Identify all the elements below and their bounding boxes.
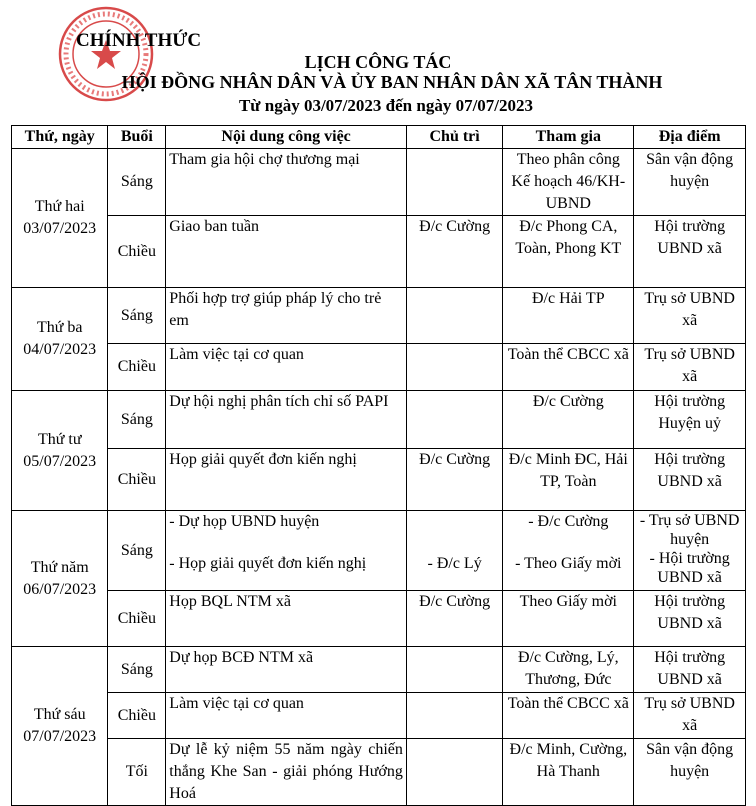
location-cell: Hội trường UBND xã <box>634 449 746 511</box>
day-cell <box>12 149 108 288</box>
session-cell: Sáng <box>108 288 166 344</box>
session-cell: Chiều <box>108 591 166 647</box>
chair-cell: Đ/c Cường <box>406 591 502 647</box>
table-row <box>12 591 746 647</box>
participants-cell: Đ/c Cường <box>503 391 634 449</box>
task-cell <box>166 511 407 591</box>
chair-cell <box>406 511 502 591</box>
participants-cell: Đ/c Hải TP <box>503 288 634 344</box>
task-cell: Dự lễ kỷ niệm 55 năm ngày chiến thắng Khe San - giải phóng Hướng Hoá <box>166 739 407 806</box>
day-cell <box>12 647 108 806</box>
weekday: Thứ hai <box>34 198 85 215</box>
chair-cell <box>406 344 502 391</box>
table-row <box>12 647 746 693</box>
chair-cell <box>406 739 502 806</box>
weekday: Thứ tư <box>37 430 82 448</box>
task-cell: Làm việc tại cơ quan <box>166 344 407 391</box>
task-cell: Làm việc tại cơ quan <box>166 693 407 739</box>
chair-cell <box>406 391 502 449</box>
session-cell: Sáng <box>108 647 166 693</box>
chair-item: - Đ/c Lý <box>427 555 482 572</box>
col-chair: Chủ trì <box>406 126 502 149</box>
col-day: Thứ, ngày <box>12 126 108 149</box>
task-cell: Phối hợp trợ giúp pháp lý cho trẻ em <box>166 288 407 344</box>
location-item: - Trụ sở UBND huyện <box>639 512 740 548</box>
task-cell: Tham gia hội chợ thương mại <box>166 149 407 216</box>
session-cell: Chiều <box>108 693 166 739</box>
session-cell: Sáng <box>108 149 166 216</box>
table-row <box>12 216 746 288</box>
location-cell: Trụ sở UBND xã <box>634 693 746 739</box>
session-cell: Chiều <box>108 344 166 391</box>
header-row <box>12 126 746 149</box>
location-cell: Trụ sở UBND xã <box>634 344 746 391</box>
table-row <box>12 511 746 591</box>
chair-cell <box>406 149 502 216</box>
day-cell <box>12 511 108 647</box>
task-item: - Dự họp UBND huyện <box>169 513 320 530</box>
col-session: Buổi <box>108 126 166 149</box>
participants-cell: Đ/c Cường, Lý, Thương, Đức <box>503 647 634 693</box>
date: 06/07/2023 <box>23 580 97 598</box>
col-task: Nội dung công việc <box>166 126 407 149</box>
task-cell: Họp BQL NTM xã <box>166 591 407 647</box>
location-cell: Hội trường UBND xã <box>634 216 746 288</box>
participants-cell: Toàn thể CBCC xã <box>503 344 634 391</box>
date: 05/07/2023 <box>23 452 97 470</box>
session-cell: Sáng <box>108 511 166 591</box>
col-participants: Tham gia <box>503 126 634 149</box>
task-cell: Họp giải quyết đơn kiến nghị <box>166 449 407 511</box>
table-row <box>12 344 746 391</box>
day-cell <box>12 391 108 511</box>
date: 04/07/2023 <box>23 341 97 358</box>
participants-cell: Toàn thể CBCC xã <box>503 693 634 739</box>
document-title: LỊCH CÔNG TÁC <box>304 52 452 72</box>
chair-cell: Đ/c Cường <box>406 216 502 288</box>
location-cell: Hội trường UBND xã <box>634 647 746 693</box>
task-cell: Dự họp BCĐ NTM xã <box>166 647 407 693</box>
table-row <box>12 391 746 449</box>
table-row <box>12 739 746 806</box>
table-row <box>12 693 746 739</box>
participants-cell <box>503 511 634 591</box>
weekday: Thứ sáu <box>33 706 86 723</box>
table-row <box>12 449 746 511</box>
official-label: CHÍNH THỨC <box>76 30 202 51</box>
chair-cell <box>406 288 502 344</box>
day-cell <box>12 288 108 391</box>
participants-item: - Theo Giấy mời <box>515 555 622 572</box>
participants-item: - Đ/c Cường <box>528 513 609 530</box>
task-item: - Họp giải quyết đơn kiến nghị <box>169 555 367 572</box>
document-subtitle: HỘI ĐỒNG NHÂN DÂN VÀ ỦY BAN NHÂN DÂN XÃ TÂN THÀNH <box>121 72 663 92</box>
schedule-table <box>11 125 746 806</box>
participants-cell: Theo phân công Kế hoạch 46/KH-UBND <box>503 149 634 216</box>
session-cell: Tối <box>108 739 166 806</box>
task-cell: Giao ban tuần <box>166 216 407 288</box>
session-cell: Sáng <box>108 391 166 449</box>
location-cell: Hội trường Huyện uỷ <box>634 391 746 449</box>
col-location: Địa điểm <box>634 126 746 149</box>
weekday: Thứ năm <box>30 558 89 576</box>
chair-cell <box>406 647 502 693</box>
date: 03/07/2023 <box>23 220 97 237</box>
location-cell <box>634 511 746 591</box>
participants-cell: Đ/c Minh ĐC, Hải TP, Toàn <box>503 449 634 511</box>
location-cell: Trụ sở UBND xã <box>634 288 746 344</box>
location-cell: Sân vận động huyện <box>634 739 746 806</box>
weekday: Thứ ba <box>36 319 83 336</box>
location-item: - Hội trường UBND xã <box>649 550 730 586</box>
participants-cell: Đ/c Minh, Cường, Hà Thanh <box>503 739 634 806</box>
participants-cell: Theo Giấy mời <box>503 591 634 647</box>
chair-cell: Đ/c Cường <box>406 449 502 511</box>
chair-cell <box>406 693 502 739</box>
session-cell: Chiều <box>108 216 166 288</box>
task-cell: Dự hội nghị phân tích chỉ số PAPI <box>166 391 407 449</box>
table-row <box>12 288 746 344</box>
location-cell: Sân vận động huyện <box>634 149 746 216</box>
participants-cell: Đ/c Phong CA, Toàn, Phong KT <box>503 216 634 288</box>
location-cell: Hội trường UBND xã <box>634 591 746 647</box>
session-cell: Chiều <box>108 449 166 511</box>
date-range: Từ ngày 03/07/2023 đến ngày 07/07/2023 <box>238 96 534 115</box>
date: 07/07/2023 <box>23 728 97 745</box>
table-row <box>12 149 746 216</box>
